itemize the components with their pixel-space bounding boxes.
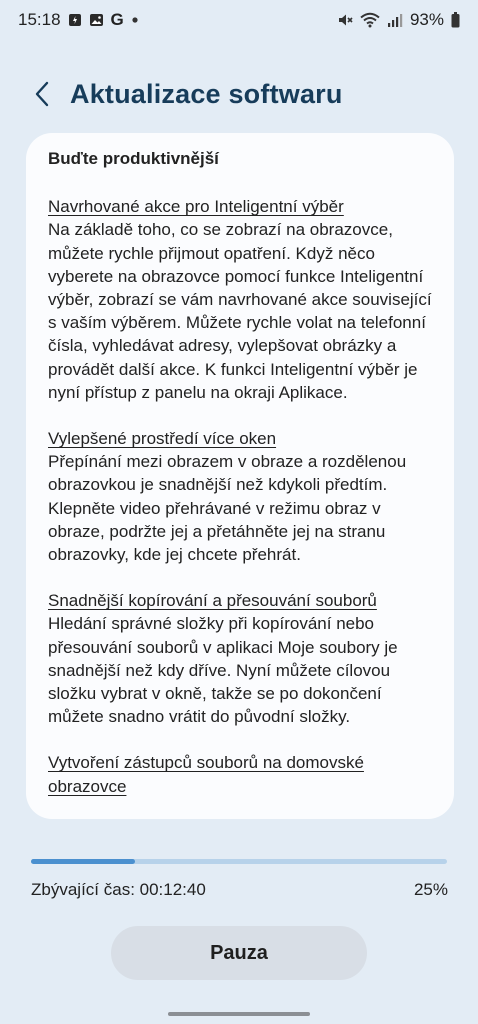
release-notes-content <box>48 147 432 798</box>
battery-percent: 93% <box>409 10 444 29</box>
remaining-time: Zbývající čas: 00:12:40 <box>31 880 206 899</box>
pause-button[interactable]: Pauza <box>111 926 367 980</box>
release-notes-section <box>48 195 432 404</box>
release-notes-section <box>48 427 432 566</box>
section-body: Na základě toho, co se zobrazí na obrazovce, můžete rychle přijmout opatření. Když něco vyberete na obrazovce pomocí funkce Inteligentní výběr, zobrazí se vám navrhované akce související s vaším výběrem. Můžete rychle volat na telefonní čísla, vyhledávat adresy, vylepšovat obrázky a provádět další akce. K funkci Inteligentní výběr je nyní přístup z panelu na okraji Aplikace. <box>48 220 432 402</box>
release-notes-heading: Buďte produktivnější <box>48 149 219 168</box>
chevron-left-icon <box>33 81 51 107</box>
section-title: Navrhované akce pro Inteligentní výběr <box>48 197 344 217</box>
notification-icon <box>68 13 82 27</box>
section-title: Vylepšené prostředí více oken <box>48 429 277 449</box>
battery-icon <box>451 12 460 28</box>
section-body: Přepínání mezi obrazem v obraze a rozdělenou obrazovkou je snadnější než kdykoli předtím. Klepněte video přehrávané v režimu obraz v obraze, podržte jej a přetáhněte jej na stranu obrazovky, kde jej chcete přehrát. <box>48 452 407 565</box>
progress-fill <box>31 859 135 864</box>
gallery-icon <box>89 13 104 27</box>
status-time: 15:18 <box>18 10 61 29</box>
signal-icon <box>387 13 403 27</box>
progress-bar <box>31 859 447 864</box>
release-notes-card[interactable] <box>26 133 454 819</box>
release-notes-section <box>48 751 432 797</box>
progress-percent: 25% <box>413 880 448 899</box>
dot-icon <box>131 16 139 24</box>
app-header <box>0 70 478 118</box>
status-right <box>337 10 460 30</box>
mute-icon <box>337 12 353 28</box>
status-bar <box>0 0 478 40</box>
page-title: Aktualizace softwaru <box>70 78 343 109</box>
section-title: Snadnější kopírování a přesouvání souborů <box>48 591 377 611</box>
release-notes-section <box>48 589 432 728</box>
google-icon: G <box>110 10 124 29</box>
navigation-handle[interactable] <box>168 1012 310 1016</box>
section-title: Vytvoření zástupců souborů na domovské obrazovce <box>48 753 364 796</box>
section-body: Hledání správné složky při kopírování nebo přesouvání souborů v aplikaci Moje soubory je snadnější než kdy dříve. Nyní můžete cílovou složku vybrat v okně, takže se po dokončení můžete snadno vrátit do původní složky. <box>48 614 398 727</box>
wifi-icon <box>360 12 380 28</box>
back-button[interactable] <box>22 74 62 114</box>
status-left <box>18 10 139 30</box>
